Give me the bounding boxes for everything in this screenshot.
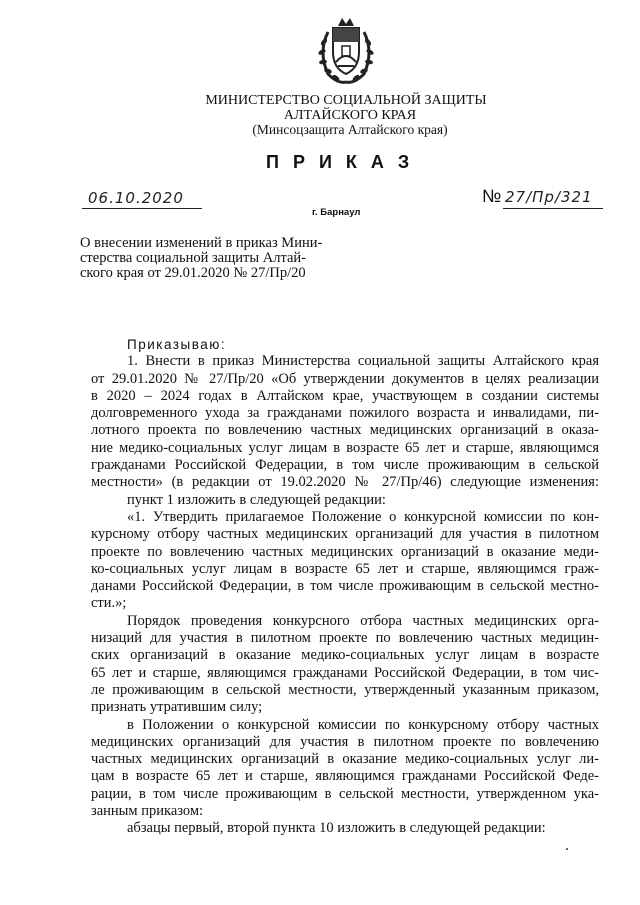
city-label: г. Барнаул (312, 207, 361, 218)
body-line: данами Российской Федерации, в том числе проживающим в сельской местно- (91, 578, 599, 595)
body-line: лотного проекта по вовлечению частных медицинских организаций в оказа- (91, 422, 599, 439)
subject-line: ского края от 29.01.2020 № 27/Пр/20 (80, 265, 306, 281)
body-line: в Положении о конкурсной комиссии по конкурсному отбору частных (127, 716, 599, 733)
coat-of-arms-icon (314, 12, 378, 92)
number-field (503, 190, 603, 209)
document-subject (80, 235, 323, 281)
date-field (82, 190, 202, 209)
ministry-name: МИНИСТЕРСТВО СОЦИАЛЬНОЙ ЗАЩИТЫ (205, 93, 487, 108)
ministry-short-name: (Минсоцзащита Алтайского края) (252, 122, 448, 137)
body-line: медицинских организаций для участия в пилотном проекте по вовлечению (91, 733, 599, 750)
body-line: частных медицинских организаций в оказание медико-социальных услуг ли- (91, 751, 599, 768)
body-line: цам в возрасте 65 лет и старше, являющимся гражданами Российской Феде- (91, 768, 599, 785)
ministry-region: АЛТАЙСКОГО КРАЯ (283, 108, 417, 123)
document-body (91, 336, 599, 838)
body-line: сти.»; (91, 595, 127, 612)
body-line: признать утратившим силу; (91, 699, 263, 716)
handwritten-date: 06.10.2020 (88, 189, 184, 207)
body-line: местности» (в редакции от 19.02.2020 № 27/Пр/46) следующие изменения: (91, 474, 599, 491)
body-line: гражданами Российской Федерации, в том числе проживающим в сельской (91, 457, 599, 474)
body-line: ских организаций в оказание медико-социальных услуг лицам в возрасте (91, 647, 599, 664)
body-line: проекте по вовлечению частных медицинских организаций в оказание меди- (91, 543, 599, 560)
order-word: Приказываю: (127, 337, 227, 352)
body-line: курсному отбору частных медицинских организаций для участия в пилотном (91, 526, 599, 543)
body-line: ле проживающим в сельской местности, утвержденный указанным приказом, (91, 681, 599, 698)
handwritten-number: 27/Пр/321 (505, 188, 593, 206)
subject-line: стерства социальной защиты Алтай- (80, 250, 306, 266)
body-line: Порядок проведения конкурсного отбора частных медицинских орга- (127, 612, 599, 629)
scan-dot (566, 848, 568, 850)
body-line: рации, в том числе проживающим в сельской местности, утвержденном ука- (91, 785, 599, 802)
body-line: «1. Утвердить прилагаемое Положение о конкурсной комиссии по кон- (127, 508, 599, 525)
body-line: пункт 1 изложить в следующей редакции: (127, 491, 386, 508)
body-line: ко-социальных услуг лицам в возрасте 65 лет и старше, являющимся граж- (91, 560, 599, 577)
number-sign: № (482, 186, 502, 206)
body-line: низаций для участия в пилотном проекте по вовлечению частных медицин- (91, 630, 599, 647)
body-line: 1. Внести в приказ Министерства социальной защиты Алтайского края (127, 353, 599, 370)
body-line: долговременного ухода за гражданами пожилого возраста и инвалидами, пи- (91, 405, 599, 422)
body-line: 65 лет и старше, являющимся гражданами Российской Федерации, в том чис- (91, 664, 599, 681)
body-line: абзацы первый, второй пункта 10 изложить в следующей редакции: (127, 820, 546, 837)
body-line: в 2020 – 2024 годах в Алтайском крае, участвующем в создании системы (91, 387, 599, 404)
body-line: от 29.01.2020 № 27/Пр/20 «Об утверждении документов в целях реализации (91, 370, 599, 387)
body-line: занным приказом: (91, 803, 204, 820)
document-type-title: ПРИКАЗ (266, 152, 424, 172)
subject-line: О внесении изменений в приказ Мини- (80, 235, 323, 251)
body-line: ние медико-социальных услуг лицам в возрасте 65 лет и старше, являющимся (91, 439, 599, 456)
